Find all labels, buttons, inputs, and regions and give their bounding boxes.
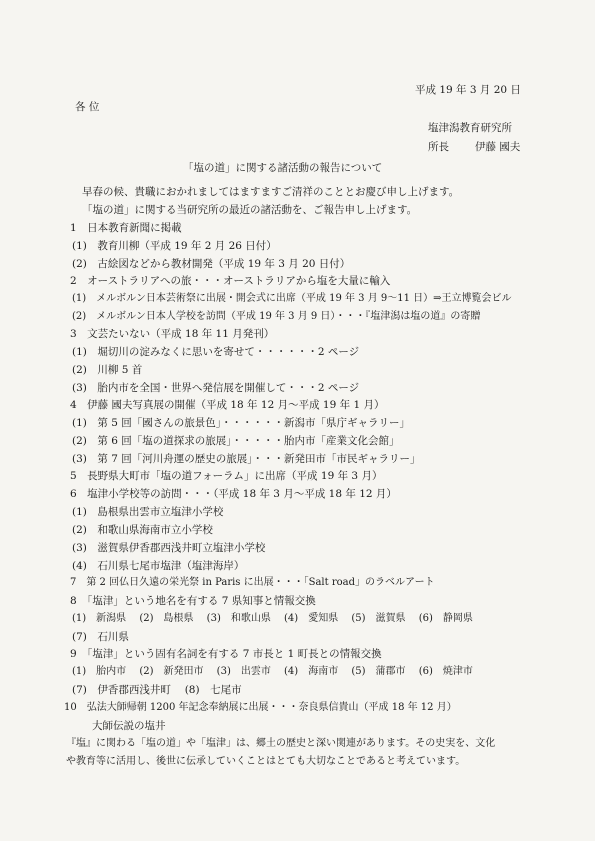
item-sub: (1) 第 5 回「國さんの旅景色」・・・・・・新潟市「県庁ギャラリー」 xyxy=(72,417,410,429)
item-heading: 10 弘法大師帰朝 1200 年記念奉納展に出展・・・奈良県信貴山（平成 18 年 12 月） xyxy=(64,702,457,713)
item-sub: (7) 伊香郡西浅井町 (8) 七尾市 xyxy=(72,684,242,696)
item-sub: (2) 和歌山県海南市立小学校 xyxy=(72,524,213,536)
item-heading: 5 長野県大町市「塩の道フォーラム」に出席（平成 19 年 3 月） xyxy=(70,470,383,482)
intro-line: 「塩の道」に関する当研究所の最近の諸活動を、ご報告申し上げます。 xyxy=(82,204,418,216)
item-sub: (1) メルボルン日本芸術祭に出展・開会式に出席（平成 19 年 3 月 9〜11 日）⇒王立博覧会ビル xyxy=(72,293,512,304)
item-heading: 4 伊藤 國夫写真展の開催（平成 18 年 12 月〜平成 19 年 1 月） xyxy=(70,399,385,411)
item-heading: 6 塩津小学校等の訪問・・・（平成 18 年 3 月〜平成 18 年 12 月） xyxy=(70,488,397,500)
addressee: 各 位 xyxy=(75,101,100,113)
item-sub: (2) 第 6 回「塩の道探求の旅展」・・・・・胎内市「産業文化会館」 xyxy=(72,435,400,447)
item-sub: (4) 石川県七尾市塩津（塩津海岸） xyxy=(72,560,245,572)
item-heading: 1 日本教育新聞に掲載 xyxy=(70,222,182,234)
intro-line: 早春の候、貴職におかれましてはますますご清祥のこととお慶び申し上げます。 xyxy=(82,186,460,198)
item-heading: 9 「塩津」という固有名詞を有する 7 市長と 1 町長との情報交換 xyxy=(70,648,382,660)
director-name: 伊藤 國夫 xyxy=(475,141,521,153)
director-title: 所長 xyxy=(428,141,449,153)
item-sub: (1) 島根県出雲市立塩津小学校 xyxy=(72,506,224,518)
item-sub: (3) 滋賀県伊香郡西浅井町立塩津小学校 xyxy=(72,542,266,554)
item-sub: (2) 古絵図などから教材開発（平成 19 年 3 月 20 日付） xyxy=(72,258,351,270)
item-heading: 2 オーストラリアへの旅・・・オーストラリアから塩を大量に輸入 xyxy=(70,275,391,287)
item-heading: 8 「塩津」という地名を有する 7 県知事と情報交換 xyxy=(70,595,316,607)
closing-line: 『塩』に関わる「塩の道」や「塩津」は、郷土の歴史と深い関連があります。その史実を、文化 xyxy=(66,738,496,749)
item-sub: (2) メルボルン日本人学校を訪問（平成 19 年 3 月 9 日）・・・『塩津潟は塩の道』の寄贈 xyxy=(72,311,481,322)
item-sub: (7) 石川県 xyxy=(72,631,129,643)
item-sub: (1) 教育川柳（平成 19 年 2 月 26 日付） xyxy=(72,240,277,252)
item-sub: (1) 新潟県 (2) 島根県 (3) 和歌山県 (4) 愛知県 (5) 滋賀県 (6) 静岡県 xyxy=(72,613,473,624)
date: 平成 19 年 3 月 20 日 xyxy=(415,84,521,96)
closing-line: や教育等に活用し、後世に伝承していくことはとても大切なことであると考えています。 xyxy=(66,756,466,767)
organization-name: 塩津潟教育研究所 xyxy=(428,122,512,134)
item-sub: (2) 川柳 5 首 xyxy=(72,364,143,376)
item-heading: 3 文芸たいない（平成 18 年 11 月発刊） xyxy=(70,328,275,340)
item-sub: (3) 第 7 回「河川舟運の歴史の旅展」・・・新発田市「市民ギャラリー」 xyxy=(72,453,421,465)
item-sub: (1) 胎内市 (2) 新発田市 (3) 出雲市 (4) 海南市 (5) 蒲郡市 (6) 焼津市 xyxy=(72,666,473,677)
item-sub: (1) 堀切川の淀みなくに思いを寄せて・・・・・・2 ページ xyxy=(72,346,360,358)
item-sub: (3) 胎内市を全国・世界へ発信展を開催して・・・2 ページ xyxy=(72,382,360,394)
item-sub: 大師伝説の塩井 xyxy=(92,720,166,732)
item-heading: 7 第 2 回仏日久遠の栄光祭 in Paris に出展・・・「Salt road」のラベルアート xyxy=(70,577,435,588)
document-title: 「塩の道」に関する諸活動の報告について xyxy=(183,162,383,174)
